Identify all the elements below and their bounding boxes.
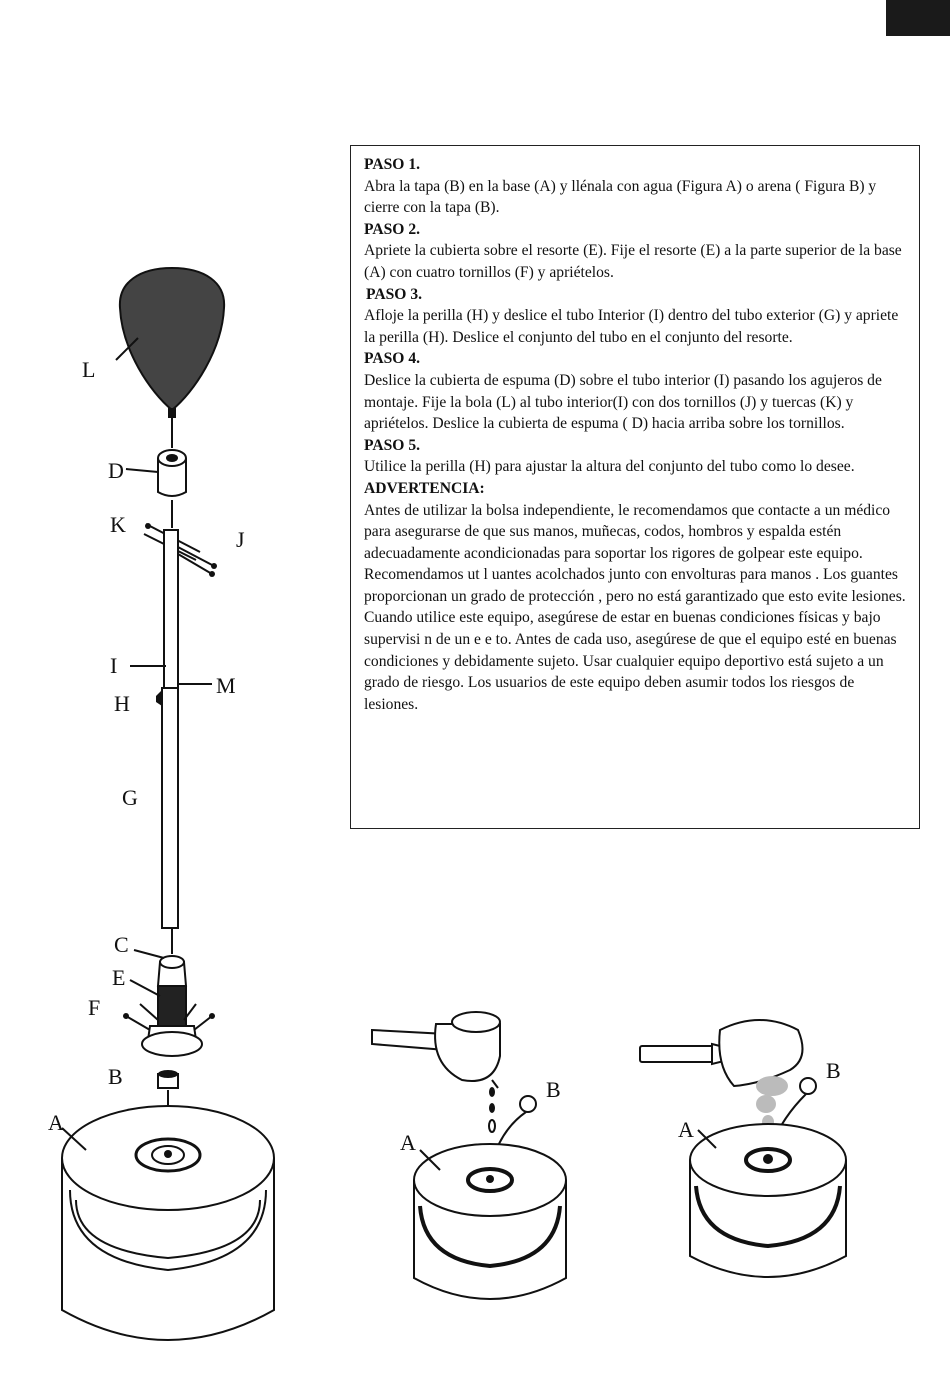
figure-b-label-A: A: [678, 1117, 694, 1142]
step4-text: Deslice la cubierta de espuma (D) sobre el tubo interior (I) pasando los agujeros de montaje. Fije la bola (L) al tubo interior(I) con dos tornillos (J) y tuercas (K) y apriételos. Deslice la cubierta de espuma ( D) hacia arriba sobre los tornillos.: [364, 371, 882, 433]
warning-paragraph-1: Antes de utilizar la bolsa independiente, le recomendamos que contacte a un médico para asegurarse de que sus manos, muñecas, codos, hombros y espalda estén adecuadamente acondicionadas para soportar los rigores de golpear este equipo.: [364, 501, 891, 562]
fill-cap: [158, 1070, 178, 1088]
figure-a-label-B: B: [546, 1077, 561, 1102]
step2-heading: PASO 2.: [364, 220, 421, 238]
step3-text: Afloje la perilla (H) y deslice el tubo Interior (I) dentro del tubo exterior (G) y apriete la perilla (H). Deslice el conjunto del tubo en el conjunto del resorte.: [364, 307, 899, 346]
speed-ball: [120, 268, 224, 410]
warning-heading: ADVERTENCIA:: [364, 479, 485, 497]
label-M: M: [216, 673, 236, 698]
spring-assembly: [142, 956, 202, 1056]
label-C: C: [114, 932, 129, 957]
label-B: B: [108, 1064, 123, 1089]
foam-cover: [158, 450, 186, 496]
label-F: F: [88, 995, 101, 1020]
ball-neck: [168, 408, 176, 418]
figure-a-label-A: A: [400, 1130, 416, 1155]
warning-paragraph-3: Cuando utilice este equipo, asegúrese de estar en buenas condiciones físicas y bajo supervisi n de un e e to. Antes de cada uso, asegúrese de que el equipo esté en buenas condiciones y debidamente sujeto. Usar cualquier equipo deportivo está sujeto a un grado de riesgo. Los usuarios de este equipo deben asumir todos los riesgos de lesiones.: [364, 609, 897, 713]
label-E: E: [112, 965, 126, 990]
step1-text: Abra la tapa (B) en la base (A) y llénala con agua (Figura A) o arena ( Figura B) y cierre con la tapa (B).: [364, 177, 877, 217]
label-G: G: [122, 785, 138, 810]
figure-sand-fill: [640, 1020, 846, 1277]
label-J: J: [236, 527, 245, 552]
label-H: H: [114, 691, 130, 716]
step5-heading: PASO 5.: [364, 436, 421, 454]
figure-b-label-B: B: [826, 1058, 841, 1083]
water-jug: [372, 1012, 500, 1088]
label-D: D: [108, 458, 124, 483]
step4-heading: PASO 4.: [364, 350, 421, 368]
step3-heading: PASO 3.: [366, 285, 423, 303]
water-base: [62, 1106, 274, 1340]
label-I: I: [110, 653, 118, 678]
warning-paragraph-2: Recomendamos ut l uantes acolchados junto con envolturas para manos . Los guantes proporcionan un grado de protección , pero no está garantizado que esto evite lesiones.: [364, 566, 906, 605]
step5-text: Utilice la perilla (H) para ajustar la altura del conjunto del tubo como lo desee.: [364, 458, 855, 476]
label-A: A: [48, 1110, 64, 1135]
label-L: L: [82, 357, 96, 382]
main-assembly: [48, 268, 274, 1340]
step1-heading: PASO 1.: [364, 156, 421, 173]
outer-tube: [162, 688, 178, 928]
figure-water-fill: [372, 1012, 566, 1299]
inner-tube: [164, 530, 178, 690]
label-K: K: [110, 512, 126, 537]
screws-and-nuts: [144, 523, 217, 577]
step2-text: Apriete la cubierta sobre el resorte (E). Fije el resorte (E) a la parte superior de la base (A) con cuatro tornillos (F) y apriételos.: [364, 242, 902, 281]
sand-scoop: [640, 1020, 803, 1086]
